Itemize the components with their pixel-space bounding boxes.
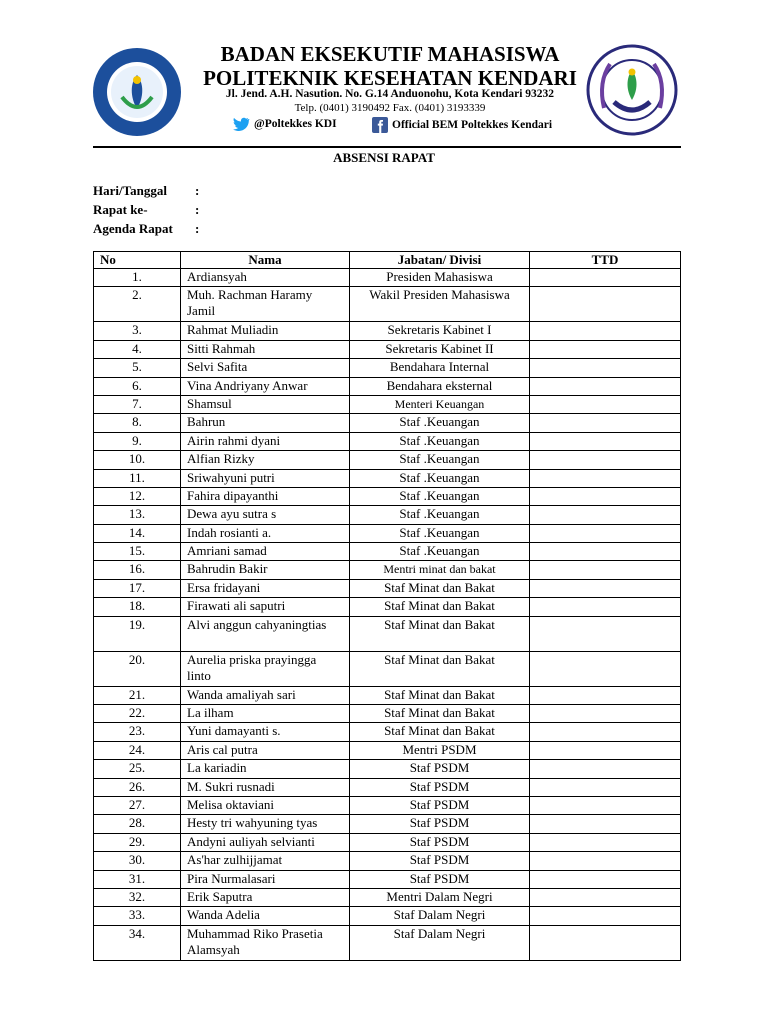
- table-row: [94, 395, 681, 413]
- signature-cell[interactable]: [530, 852, 681, 870]
- row-jabatan: Bendahara eksternal: [350, 377, 530, 395]
- row-jabatan: Staf Minat dan Bakat: [350, 651, 530, 686]
- table-row: [94, 469, 681, 487]
- row-jabatan: Staf .Keuangan: [350, 432, 530, 450]
- row-name: Yuni damayanti s.: [181, 723, 350, 741]
- row-number: 22.: [94, 705, 181, 723]
- signature-cell[interactable]: [530, 287, 681, 322]
- signature-cell[interactable]: [530, 377, 681, 395]
- document-title: ABSENSI RAPAT: [333, 150, 435, 165]
- row-number: 11.: [94, 469, 181, 487]
- row-number: 18.: [94, 598, 181, 616]
- header-ttd: TTD: [530, 252, 681, 269]
- row-number: 13.: [94, 506, 181, 524]
- row-number: 2.: [94, 287, 181, 322]
- row-name: Hesty tri wahyuning tyas: [181, 815, 350, 833]
- table-row: [94, 888, 681, 906]
- facebook-contact: [372, 117, 552, 133]
- row-name: Firawati ali saputri: [181, 598, 350, 616]
- row-jabatan: Staf PSDM: [350, 852, 530, 870]
- signature-cell[interactable]: [530, 524, 681, 542]
- table-row: [94, 723, 681, 741]
- row-name: Alvi anggun cahyaningtias: [181, 616, 350, 651]
- row-name: Wanda Adelia: [181, 907, 350, 925]
- row-name: Melisa oktaviani: [181, 796, 350, 814]
- signature-cell[interactable]: [530, 414, 681, 432]
- table-row: [94, 651, 681, 686]
- twitter-contact: [232, 117, 337, 131]
- row-number: 20.: [94, 651, 181, 686]
- row-number: 16.: [94, 561, 181, 579]
- row-number: 5.: [94, 359, 181, 377]
- address: Jl. Jend. A.H. Nasution. No. G.14 Anduonohu, Kota Kendari 93232: [225, 88, 555, 100]
- phone: Telp. (0401) 3190492 Fax. (0401) 3193339: [294, 102, 486, 114]
- table-row: [94, 506, 681, 524]
- table-row: [94, 760, 681, 778]
- row-number: 15.: [94, 543, 181, 561]
- header-no: No: [94, 252, 181, 269]
- table-row: [94, 340, 681, 358]
- table-row: [94, 287, 681, 322]
- row-jabatan: Staf .Keuangan: [350, 487, 530, 505]
- row-number: 27.: [94, 796, 181, 814]
- signature-cell[interactable]: [530, 741, 681, 759]
- table-row: [94, 579, 681, 597]
- row-name: Wanda amaliyah sari: [181, 686, 350, 704]
- row-name: Sriwahyuni putri: [181, 469, 350, 487]
- signature-cell[interactable]: [530, 506, 681, 524]
- signature-cell[interactable]: [530, 888, 681, 906]
- signature-cell[interactable]: [530, 925, 681, 960]
- row-name: M. Sukri rusnadi: [181, 778, 350, 796]
- twitter-icon: [232, 117, 250, 131]
- row-number: 19.: [94, 616, 181, 651]
- facebook-page: Official BEM Poltekkes Kendari: [392, 119, 553, 131]
- signature-cell[interactable]: [530, 432, 681, 450]
- signature-cell[interactable]: [530, 907, 681, 925]
- signature-cell[interactable]: [530, 616, 681, 651]
- row-name: Erik Saputra: [181, 888, 350, 906]
- row-jabatan: Staf .Keuangan: [350, 469, 530, 487]
- field-label: Agenda Rapat: [93, 221, 173, 236]
- attendance-table: [93, 251, 681, 961]
- signature-cell[interactable]: [530, 451, 681, 469]
- row-number: 7.: [94, 395, 181, 413]
- row-name: Amriani samad: [181, 543, 350, 561]
- org-subtitle: POLITEKNIK KESEHATAN KENDARI: [203, 66, 577, 90]
- row-number: 6.: [94, 377, 181, 395]
- row-jabatan: Sekretaris Kabinet I: [350, 322, 530, 340]
- row-name: Shamsul: [181, 395, 350, 413]
- row-number: 21.: [94, 686, 181, 704]
- table-row: [94, 543, 681, 561]
- row-name: Muh. Rachman Haramy Jamil: [181, 287, 350, 322]
- row-jabatan: Staf .Keuangan: [350, 414, 530, 432]
- row-name: Alfian Rizky: [181, 451, 350, 469]
- table-row: [94, 561, 681, 579]
- signature-cell[interactable]: [530, 561, 681, 579]
- signature-cell[interactable]: [530, 723, 681, 741]
- row-jabatan: Wakil Presiden Mahasiswa: [350, 287, 530, 322]
- row-name: Andyni auliyah selvianti: [181, 833, 350, 851]
- twitter-handle: @Poltekkes KDI: [254, 118, 337, 130]
- table-row: [94, 359, 681, 377]
- row-name: Bahrun: [181, 414, 350, 432]
- signature-cell[interactable]: [530, 598, 681, 616]
- row-jabatan: Staf .Keuangan: [350, 543, 530, 561]
- row-name: Airin rahmi dyani: [181, 432, 350, 450]
- signature-cell[interactable]: [530, 322, 681, 340]
- table-row: [94, 907, 681, 925]
- row-name: Dewa ayu sutra s: [181, 506, 350, 524]
- row-name: Ersa fridayani: [181, 579, 350, 597]
- header-nama: Nama: [181, 252, 350, 269]
- signature-cell[interactable]: [530, 778, 681, 796]
- row-jabatan: Staf .Keuangan: [350, 506, 530, 524]
- signature-cell[interactable]: [530, 760, 681, 778]
- row-name: Bahrudin Bakir: [181, 561, 350, 579]
- signature-cell[interactable]: [530, 395, 681, 413]
- table-row: [94, 815, 681, 833]
- table-row: [94, 432, 681, 450]
- signature-cell[interactable]: [530, 833, 681, 851]
- table-row: [94, 705, 681, 723]
- row-number: 34.: [94, 925, 181, 960]
- row-jabatan: Staf PSDM: [350, 833, 530, 851]
- signature-cell[interactable]: [530, 469, 681, 487]
- table-row: [94, 322, 681, 340]
- row-name: Aris cal putra: [181, 741, 350, 759]
- signature-cell[interactable]: [530, 543, 681, 561]
- table-row: [94, 414, 681, 432]
- table-row: [94, 778, 681, 796]
- field-colon: :: [195, 221, 200, 236]
- row-jabatan: Menteri Keuangan: [350, 395, 530, 413]
- table-row: [94, 269, 681, 287]
- row-jabatan: Staf Dalam Negri: [350, 925, 530, 960]
- field-label: Rapat ke-: [93, 202, 148, 217]
- row-jabatan: Staf .Keuangan: [350, 451, 530, 469]
- table-row: [94, 852, 681, 870]
- row-jabatan: Mentri minat dan bakat: [350, 561, 530, 579]
- row-number: 24.: [94, 741, 181, 759]
- row-jabatan: Staf PSDM: [350, 870, 530, 888]
- row-number: 1.: [94, 269, 181, 287]
- row-jabatan: Staf PSDM: [350, 815, 530, 833]
- table-row: [94, 377, 681, 395]
- row-number: 3.: [94, 322, 181, 340]
- row-name: Selvi Safita: [181, 359, 350, 377]
- row-jabatan: Staf PSDM: [350, 760, 530, 778]
- signature-cell[interactable]: [530, 269, 681, 287]
- row-jabatan: Staf Dalam Negri: [350, 907, 530, 925]
- signature-cell[interactable]: [530, 686, 681, 704]
- signature-cell[interactable]: [530, 487, 681, 505]
- row-name: Fahira dipayanthi: [181, 487, 350, 505]
- table-row: [94, 487, 681, 505]
- field-colon: :: [195, 183, 200, 198]
- signature-cell[interactable]: [530, 870, 681, 888]
- row-number: 31.: [94, 870, 181, 888]
- row-number: 8.: [94, 414, 181, 432]
- row-number: 29.: [94, 833, 181, 851]
- signature-cell[interactable]: [530, 796, 681, 814]
- table-row: [94, 616, 681, 651]
- row-jabatan: Sekretaris Kabinet II: [350, 340, 530, 358]
- row-jabatan: Staf Minat dan Bakat: [350, 723, 530, 741]
- row-name: Rahmat Muliadin: [181, 322, 350, 340]
- signature-cell[interactable]: [530, 651, 681, 686]
- signature-cell[interactable]: [530, 359, 681, 377]
- field-rapat-ke: [93, 202, 199, 218]
- table-row: [94, 524, 681, 542]
- row-jabatan: Presiden Mahasiswa: [350, 269, 530, 287]
- attendance-rows: [94, 269, 681, 961]
- row-jabatan: Bendahara Internal: [350, 359, 530, 377]
- field-agenda-rapat: [93, 221, 199, 237]
- row-jabatan: Staf Minat dan Bakat: [350, 705, 530, 723]
- signature-cell[interactable]: [530, 705, 681, 723]
- header-jabatan: Jabatan/ Divisi: [350, 252, 530, 269]
- row-jabatan: Staf .Keuangan: [350, 524, 530, 542]
- table-row: [94, 870, 681, 888]
- row-jabatan: Staf Minat dan Bakat: [350, 579, 530, 597]
- table-header-row: [94, 252, 681, 269]
- row-jabatan: Mentri PSDM: [350, 741, 530, 759]
- header-divider: [93, 146, 681, 148]
- row-number: 9.: [94, 432, 181, 450]
- row-name: Aurelia priska prayingga linto: [181, 651, 350, 686]
- facebook-icon: [372, 117, 388, 133]
- row-name: Pira Nurmalasari: [181, 870, 350, 888]
- row-number: 12.: [94, 487, 181, 505]
- table-row: [94, 451, 681, 469]
- row-number: 10.: [94, 451, 181, 469]
- table-row: [94, 833, 681, 851]
- row-name: Indah rosianti a.: [181, 524, 350, 542]
- row-number: 30.: [94, 852, 181, 870]
- row-number: 4.: [94, 340, 181, 358]
- row-name: La kariadin: [181, 760, 350, 778]
- row-name: Sitti Rahmah: [181, 340, 350, 358]
- signature-cell[interactable]: [530, 579, 681, 597]
- table-row: [94, 686, 681, 704]
- row-jabatan: Mentri Dalam Negri: [350, 888, 530, 906]
- table-row: [94, 741, 681, 759]
- table-row: [94, 796, 681, 814]
- field-colon: :: [195, 202, 200, 217]
- row-jabatan: Staf Minat dan Bakat: [350, 598, 530, 616]
- row-name: La ilham: [181, 705, 350, 723]
- row-number: 32.: [94, 888, 181, 906]
- field-label: Hari/Tanggal: [93, 183, 167, 198]
- signature-cell[interactable]: [530, 340, 681, 358]
- row-jabatan: Staf PSDM: [350, 778, 530, 796]
- row-jabatan: Staf PSDM: [350, 796, 530, 814]
- row-number: 26.: [94, 778, 181, 796]
- row-number: 25.: [94, 760, 181, 778]
- row-jabatan: Staf Minat dan Bakat: [350, 616, 530, 651]
- org-title: BADAN EKSEKUTIF MAHASISWA: [220, 42, 560, 66]
- row-name: Muhammad Riko Prasetia Alamsyah: [181, 925, 350, 960]
- row-name: Ardiansyah: [181, 269, 350, 287]
- field-hari-tanggal: [93, 183, 199, 199]
- row-name: Vina Andriyany Anwar: [181, 377, 350, 395]
- row-number: 28.: [94, 815, 181, 833]
- row-number: 14.: [94, 524, 181, 542]
- table-row: [94, 598, 681, 616]
- signature-cell[interactable]: [530, 815, 681, 833]
- table-row: [94, 925, 681, 960]
- row-number: 17.: [94, 579, 181, 597]
- row-name: As'har zulhijjamat: [181, 852, 350, 870]
- row-jabatan: Staf Minat dan Bakat: [350, 686, 530, 704]
- row-number: 33.: [94, 907, 181, 925]
- row-number: 23.: [94, 723, 181, 741]
